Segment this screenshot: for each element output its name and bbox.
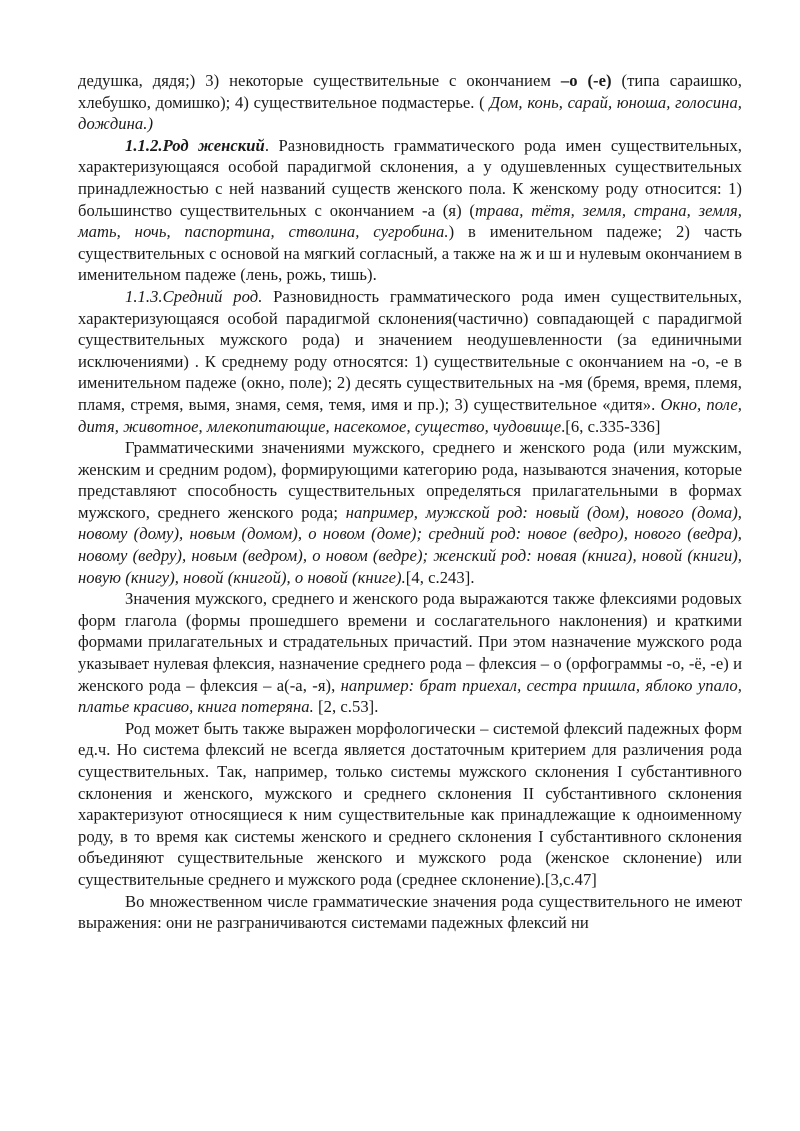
paragraph-grammatical-meanings	[78, 437, 742, 588]
document-page	[78, 70, 742, 934]
text-run: (типа сараишко, хлебушко, домишко); 4) существительное подмастерье. (	[78, 71, 742, 112]
examples-italic: трава, тётя, земля, страна, земля, мать, ночь, паспортина, стволина, сугробина.	[78, 200, 742, 242]
paragraph-masculine-end	[78, 70, 742, 135]
examples-italic: например: брат приехал, сестра пришла, яблоко упало, платье красиво, книга потеряна.	[78, 675, 742, 717]
text-run: Грамматическими значениями мужского, среднего и женского рода (или мужским, женским и средним родом), формирующими категорию рода, называются значения, которые представляют способность существительных определяться прилагательными в формах мужского, среднего женского рода;	[78, 438, 742, 522]
examples-italic: Дом, конь, сарай, юноша, голосина, дождина.)	[78, 92, 742, 134]
text-run: Во множественном числе грамматические значения рода существительного не имеют выражения: они не разграничиваются системами падежных флексий ни	[78, 891, 742, 933]
citation: [4, с.243].	[405, 567, 475, 587]
paragraph-neuter	[78, 286, 742, 437]
citation: [2, с.53].	[313, 697, 379, 717]
paragraph-morphology	[78, 718, 742, 891]
paragraph-plural	[78, 891, 742, 934]
section-heading-feminine: 1.1.2.Род женский	[125, 135, 265, 155]
ending-bold: –о (-е)	[560, 71, 612, 90]
paragraph-verb-forms	[78, 588, 742, 718]
examples-italic: Окно, поле, дитя, животное, млекопитающие, насекомое, существо, чудовище	[78, 394, 742, 436]
text-run: дедушка, дядя;) 3) некоторые существительные с окончанием	[78, 71, 561, 90]
examples-italic: например, мужской род: новый (дом), нового (дома), новому (дому), новым (домом), о новом (доме); средний род: новое (ведро), нового (ведра), новому (ведру), новым (ведром), о новом (ведре); женский род: новая (книга), новой (книги), новую (книгу), новой (книгой), о новой (книге).	[78, 502, 742, 587]
citation: .[6, с.335-336]	[561, 416, 661, 436]
text-run: . Разновидность грамматического рода имен существительных, характеризующаяся особой парадигмой склонения, а у одушевленных существительных принадлежностью с ней названий существ женского пола. К женскому роду относится: 1) большинство существительных с окончанием -а (я) (	[78, 135, 742, 220]
text-run: Значения мужского, среднего и женского рода выражаются также флексиями родовых форм глагола (формы прошедшего времени и сослагательного наклонения) и краткими формами прилагательных и страдательных причастий. При этом назначение мужского рода указывает нулевая флексия, назначение среднего рода – флексия – о (орфограммы -о, -ё, -е) и женского рода – флексия – а(-а, -я),	[78, 589, 742, 695]
section-heading-neuter: 1.1.3.Средний род.	[125, 286, 263, 306]
text-run: ) в именительном падеже; 2) часть существительных с основой на мягкий согласный, а также на ж и ш и нулевым окончанием в именительном падеже (лень, рожь, тишь).	[78, 222, 742, 285]
paragraph-feminine	[78, 135, 742, 286]
text-run: Разновидность грамматического рода имен существительных, характеризующаяся особой парадигмой склонения(частично) совпадающей с парадигмой существительных мужского рода) и значением неодушевленности (за единичными исключениями) . К среднему роду относятся: 1) существительные с окончанием на -о, -е в именительном падеже (окно, поле); 2) десять существительных на -мя (бремя, время, племя, пламя, стремя, вымя, знамя, семя, темя, имя и пр.); 3) существительное «дитя».	[78, 286, 742, 414]
text-run: Род может быть также выражен морфологически – системой флексий падежных форм ед.ч. Но система флексий не всегда является достаточным критерием для различения рода существительных. Так, например, только системы мужского склонения I субстантивного склонения и женского, мужского и среднего склонения II субстантивного склонения характеризуют относящиеся к ним существительные как принадлежащие к одноименному роду, в то время как системы женского и среднего склонения I субстантивного склонения объединяют существительные женского и мужского рода (женское склонение) или существительные среднего и мужского рода (среднее склонение).[3,с.47]	[78, 718, 742, 889]
